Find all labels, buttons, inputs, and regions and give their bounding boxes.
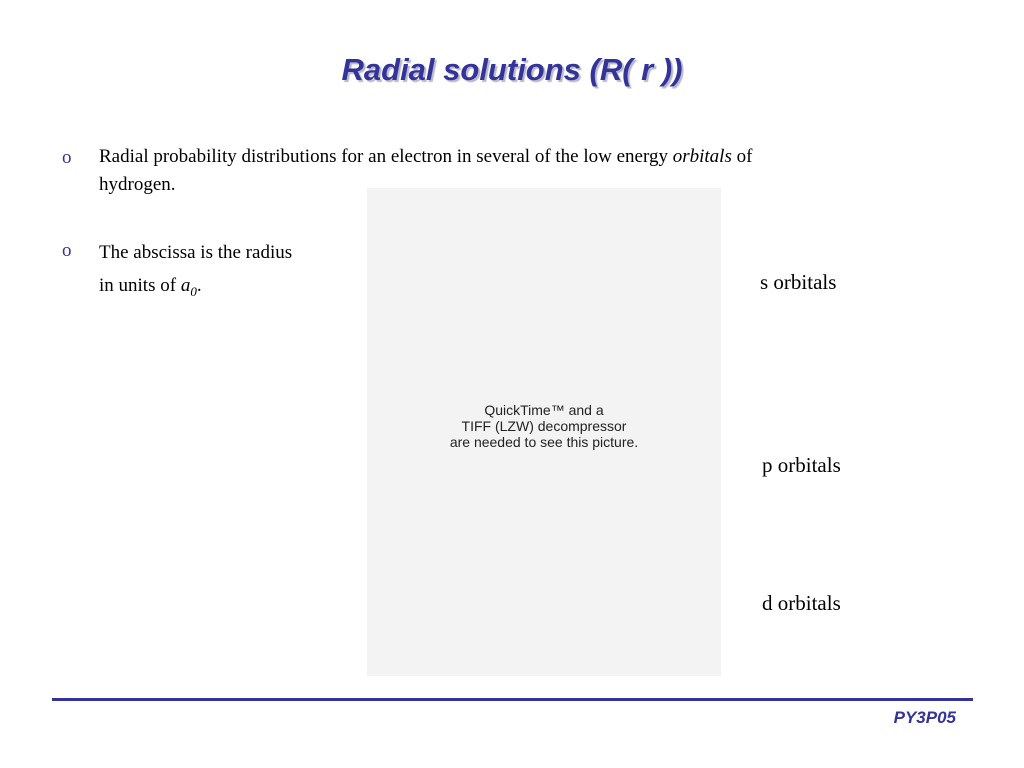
image-placeholder bbox=[367, 188, 721, 676]
label-p-orbitals: p orbitals bbox=[762, 453, 841, 477]
bullet-1-emphasis: orbitals bbox=[672, 146, 732, 167]
footer-course-code: PY3P05 bbox=[893, 708, 956, 727]
quicktime-line-2: TIFF (LZW) decompressor bbox=[461, 418, 627, 434]
quicktime-message bbox=[367, 402, 721, 450]
label-s-orbitals: s orbitals bbox=[760, 270, 837, 294]
slide-title: Radial solutions (R( r )) bbox=[341, 52, 683, 87]
label-d-orbitals: d orbitals bbox=[762, 591, 841, 615]
quicktime-line-1: QuickTime™ and a bbox=[484, 402, 604, 418]
bullet-1-text-start: Radial probability distributions for an electron in several of the low energy bbox=[99, 146, 673, 167]
bullet-marker: o bbox=[62, 240, 72, 261]
footer-divider bbox=[52, 698, 973, 701]
bullet-2-line-2-end: . bbox=[196, 275, 202, 296]
bohr-radius-subscript: 0 bbox=[190, 283, 197, 299]
bullet-2-line-2-start: in units of bbox=[99, 275, 181, 296]
bullet-1-text-end: of bbox=[731, 146, 753, 167]
bullet-marker: o bbox=[62, 147, 72, 168]
bullet-1-line-2: hydrogen. bbox=[99, 174, 176, 195]
bullet-2-line-1: The abscissa is the radius bbox=[99, 242, 293, 263]
bohr-radius-symbol: a bbox=[180, 275, 191, 296]
quicktime-line-3: are needed to see this picture. bbox=[449, 434, 639, 450]
bullet-text-2 bbox=[99, 236, 359, 308]
